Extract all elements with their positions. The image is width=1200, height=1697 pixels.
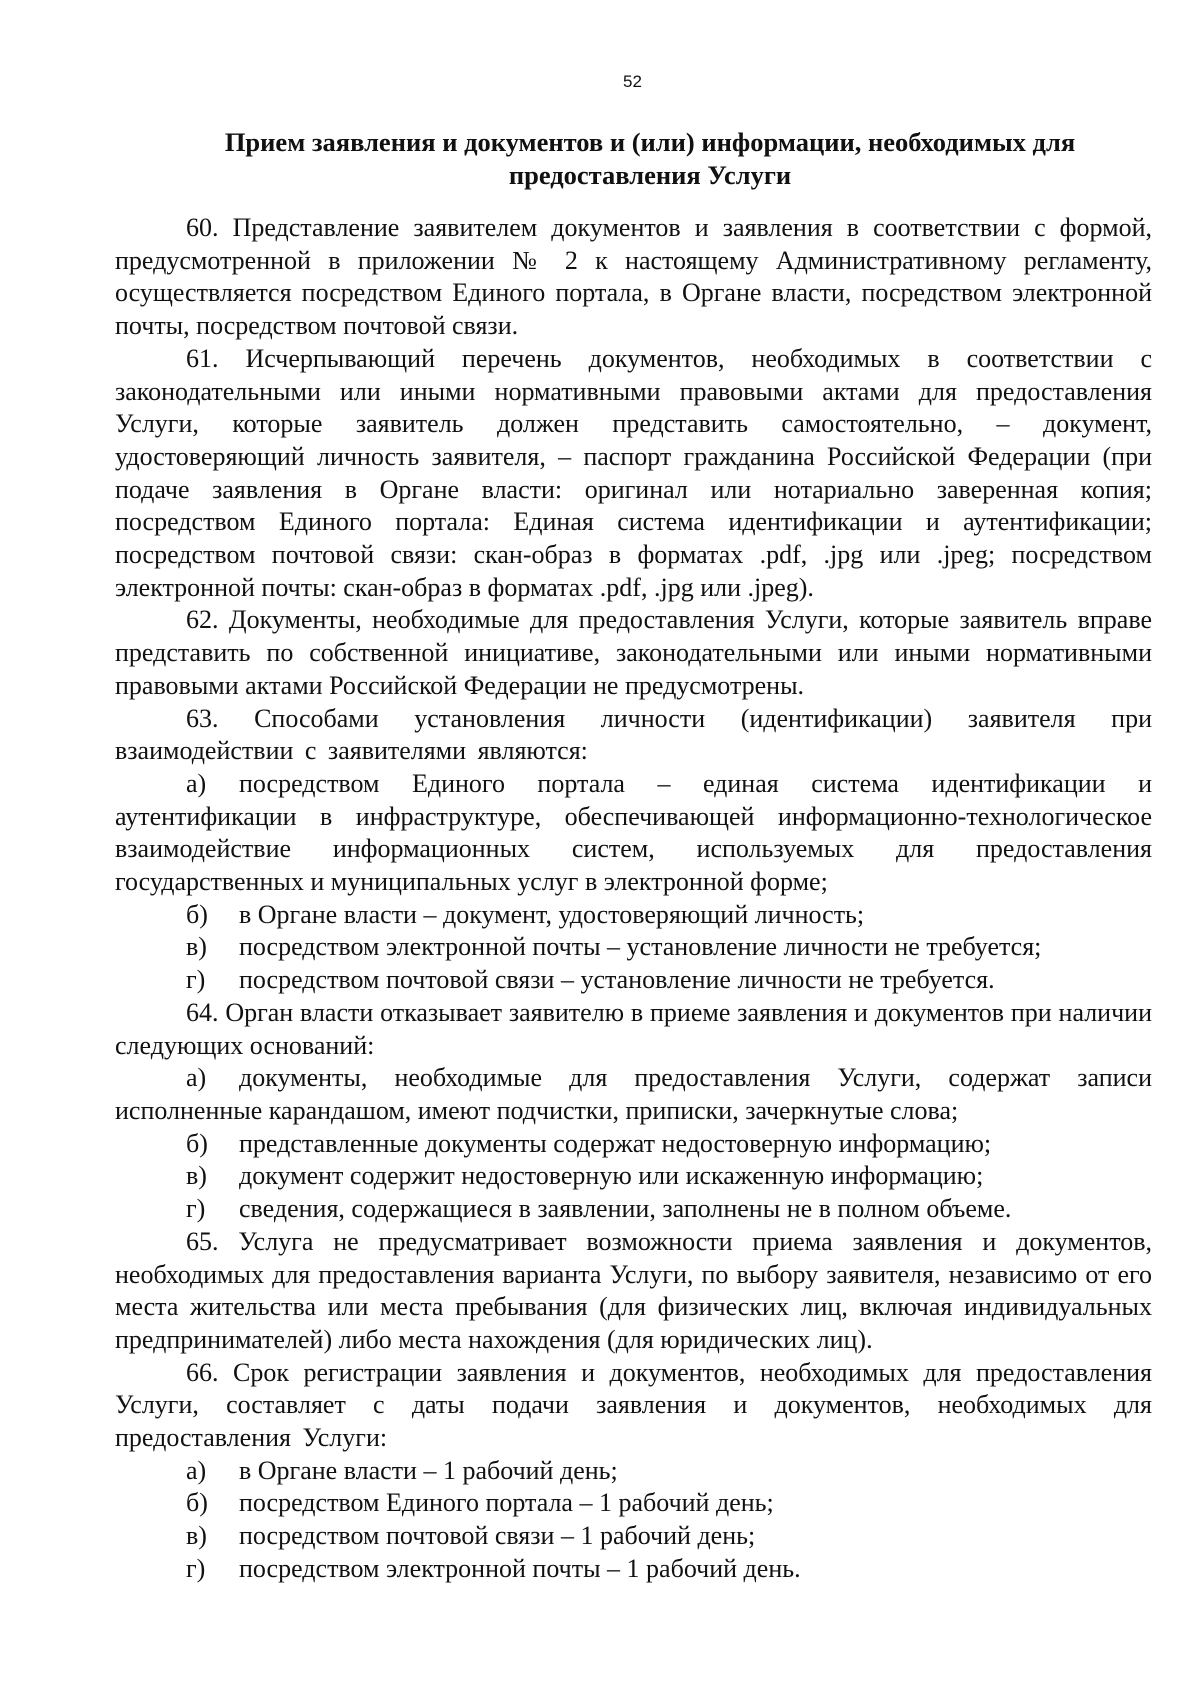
list-item-label: б): [186, 1128, 208, 1158]
paragraph-66: 66. Срок регистрации заявления и документов, необходимых для предоставления Услуги, составляет с даты подачи заявления и документов, необходимых для предоставления Услуги:: [115, 1357, 1152, 1453]
list-item-label: в): [186, 1161, 207, 1191]
list-item-text: в Органе власти – документ, удостоверяющий личность;: [239, 899, 865, 929]
list-item: [115, 1455, 1152, 1488]
list-item-text: посредством электронной почты – 1 рабочий день.: [239, 1553, 801, 1583]
section-title-line-1: Прием заявления и документов и (или) информации, необходимых для: [224, 127, 1076, 157]
paragraph-61: 61. Исчерпывающий перечень документов, необходимых в соответствии с законодательными или иными нормативными правовыми актами для предоставления Услуги, которые заявитель должен представить самостоятельно, – документ, удостоверяющий личность заявителя, – паспорт гражданина Российской Федерации (при подаче заявления в Органе власти: оригинал или нотариально заверенная копия; посредством Единого портала: Единая система идентификации и аутентификации; посредством почтовой связи: скан-образ в форматах .pdf, .jpg или .jpeg; посредством электронной почты: скан-образ в форматах .pdf, .jpg или .jpeg).: [115, 343, 1152, 602]
list-item-label: в): [186, 932, 207, 962]
list-item-text: документы, необходимые для предоставления Услуги, содержат записи исполненные карандашом, имеют подчистки, приписки, зачеркнутые слова;: [115, 1063, 1152, 1125]
paragraph-64: 64. Орган власти отказывает заявителю в приеме заявления и документов при наличии следующих оснований:: [115, 997, 1152, 1060]
section-title-line-2: предоставления Услуги: [508, 160, 792, 190]
paragraph-65: 65. Услуга не предусматривает возможности приема заявления и документов, необходимых для предоставления варианта Услуги, по выбору заявителя, независимо от его места жительства или места пребывания (для физических лиц, включая индивидуальных предпринимателей) либо места нахождения (для юридических лиц).: [115, 1226, 1152, 1354]
list-item-label: а): [186, 1455, 207, 1485]
list-item-label: г): [186, 1194, 206, 1224]
section-title: [150, 126, 1150, 192]
list-item-label: а): [186, 768, 207, 798]
list-item-text: посредством электронной почты – установление личности не требуется;: [239, 932, 1042, 962]
list-item: [115, 1520, 1152, 1553]
list-item-label: г): [186, 965, 206, 995]
list-item-text: посредством Единого портала – единая система идентификации и аутентификации в инфраструктуре, обеспечивающей информационно-технологическое взаимодействие информационных систем, используемых для предоставления государственных и муниципальных услуг в электронной форме;: [115, 768, 1152, 897]
list-item-label: г): [186, 1553, 206, 1583]
page-number: 52: [623, 72, 642, 91]
list-item: [115, 1160, 1152, 1193]
list-item-label: а): [186, 1063, 207, 1093]
list-item: [115, 1553, 1152, 1586]
paragraph-62: 62. Документы, необходимые для предоставления Услуги, которые заявитель вправе представить по собственной инициативе, законодательными или иными нормативными правовыми актами Российской Федерации не предусмотрены.: [115, 605, 1152, 700]
list-item: [115, 1128, 1152, 1161]
list-item: [115, 931, 1152, 964]
list-item: [115, 1193, 1152, 1226]
paragraph-60: 60. Представление заявителем документов и заявления в соответствии с формой, предусмотренной в приложении № 2 к настоящему Административному регламенту, осуществляется посредством Единого портала, в Органе власти, посредством электронной почты, посредством почтовой связи.: [115, 213, 1152, 341]
list-item-text: посредством почтовой связи – 1 рабочий день;: [239, 1521, 756, 1551]
list-item: [115, 1062, 1152, 1127]
list-item-label: в): [186, 1521, 207, 1551]
list-item: [115, 964, 1152, 997]
document-body: [115, 212, 1152, 1586]
list-item: [115, 1487, 1152, 1520]
paragraph-63: 63. Способами установления личности (идентификации) заявителя при взаимодействии с заявителями являются:: [115, 703, 1152, 766]
list-item-text: сведения, содержащиеся в заявлении, заполнены не в полном объеме.: [239, 1194, 1012, 1224]
list-item-label: б): [186, 1488, 208, 1518]
list-item: [115, 768, 1152, 899]
list-item-text: документ содержит недостоверную или искаженную информацию;: [239, 1161, 984, 1191]
list-item-text: посредством Единого портала – 1 рабочий день;: [239, 1488, 774, 1518]
list-item-text: посредством почтовой связи – установление личности не требуется.: [239, 965, 995, 995]
list-item-text: представленные документы содержат недостоверную информацию;: [239, 1128, 992, 1158]
list-item-label: б): [186, 899, 208, 929]
list-item-text: в Органе власти – 1 рабочий день;: [239, 1455, 618, 1485]
list-item: [115, 899, 1152, 932]
